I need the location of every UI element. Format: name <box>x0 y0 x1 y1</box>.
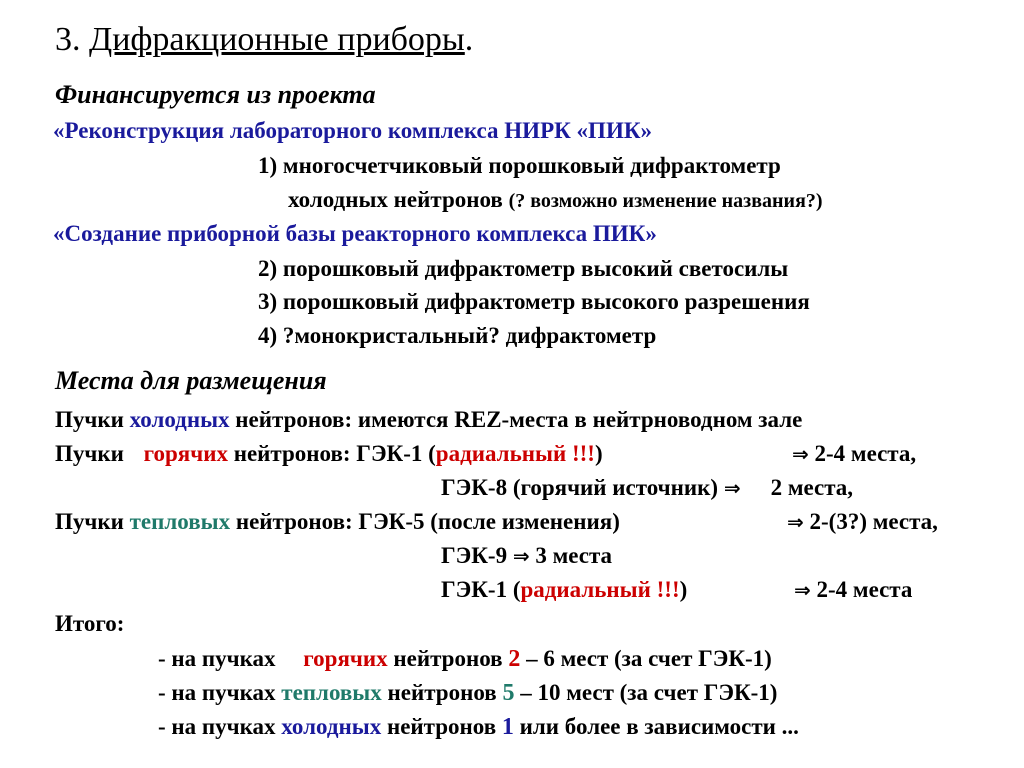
thermal-beams-line2 <box>441 542 612 570</box>
total-row-thermal-pre: - на пучках <box>158 680 282 705</box>
thermal-beams-count <box>787 508 938 536</box>
thermal-beams-line3 <box>441 576 687 604</box>
hot-beams-post: нейтронов: ГЭК-1 ( <box>227 441 436 466</box>
hot-beams-line <box>55 440 603 468</box>
page-title <box>55 20 473 60</box>
implies-icon: ⇒ <box>792 442 809 466</box>
total-row-thermal-post: – 10 мест (за счет ГЭК-1) <box>514 680 778 705</box>
places-heading: Места для размещения <box>55 366 327 395</box>
hot-beams-count <box>792 440 916 468</box>
total-row-cold-kind: холодных <box>281 714 382 739</box>
total-row-hot-pre: - на пучках <box>158 646 282 671</box>
instrument-1-note: (? возможно изменение названия?) <box>508 190 823 212</box>
implies-icon: ⇒ <box>723 476 741 500</box>
hot-beams-count-text: 2-4 места, <box>808 441 917 466</box>
instrument-1-line2 <box>288 186 823 215</box>
total-row-cold-post: или более в зависимости ... <box>513 714 799 739</box>
thermal-beams-kind: тепловых <box>129 509 231 534</box>
total-heading: Итого: <box>55 611 125 636</box>
thermal-beams-gek1-count-text: 2-4 места <box>810 577 913 602</box>
instrument-2: 2) порошковый дифрактометр высокий светосилы <box>258 256 789 281</box>
thermal-beams-gek1-count <box>794 576 912 604</box>
hot-beams-radial: радиальный !!! <box>435 441 595 466</box>
implies-icon: ⇒ <box>512 544 530 568</box>
implies-icon: ⇒ <box>787 510 804 534</box>
thermal-beams-gek9-count: 3 места <box>529 543 613 568</box>
total-row-thermal-kind: тепловых <box>281 680 382 705</box>
total-row-thermal <box>158 679 777 707</box>
cold-beams-post: нейтронов: имеются REZ-места в нейтрноводном зале <box>229 407 803 432</box>
instrument-1-line1: 1) многосчетчиковый порошковый дифрактометр <box>258 153 781 178</box>
cold-beams-kind: холодных <box>129 407 230 432</box>
total-row-cold-pre: - на пучках <box>158 714 282 739</box>
total-row-hot-num: 2 <box>508 646 521 672</box>
thermal-beams-pre: Пучки <box>55 509 130 534</box>
total-row-hot-kind: горячих <box>303 646 388 671</box>
total-row-hot-mid: нейтронов <box>387 646 509 671</box>
thermal-beams-gek9: ГЭК-9 <box>441 543 513 568</box>
title-dot: . <box>464 21 474 58</box>
total-row-thermal-num: 5 <box>502 680 515 706</box>
hot-beams-gek8-count: 2 места, <box>770 475 854 500</box>
cold-beams-line <box>55 406 802 434</box>
instrument-4: 4) ?монокристальный? дифрактометр <box>258 323 657 348</box>
title-number: 3. <box>55 21 89 58</box>
hot-beams-line2 <box>441 474 853 502</box>
thermal-beams-post: нейтронов: ГЭК-5 (после изменения) <box>230 509 620 534</box>
thermal-beams-line <box>55 508 620 536</box>
total-row-cold-num: 1 <box>501 714 514 740</box>
project-reconstruction: «Реконструкция лабораторного комплекса НИРК «ПИК» <box>53 118 653 143</box>
total-row-cold-mid: нейтронов <box>381 714 502 739</box>
hot-beams-pre: Пучки <box>55 441 130 466</box>
total-row-cold <box>158 713 799 741</box>
thermal-beams-gek1-pre: ГЭК-1 ( <box>441 577 521 602</box>
total-row-hot <box>158 645 772 673</box>
total-row-hot-post: – 6 мест (за счет ГЭК-1) <box>520 646 772 671</box>
thermal-beams-gek1-close: ) <box>679 577 688 602</box>
thermal-beams-gek1-radial: радиальный !!! <box>520 577 680 602</box>
hot-beams-close: ) <box>594 441 603 466</box>
instrument-3: 3) порошковый дифрактометр высокого разрешения <box>258 289 810 314</box>
thermal-beams-count-text: 2-(3?) места, <box>803 509 938 534</box>
implies-icon: ⇒ <box>794 578 811 602</box>
project-instrument-base: «Создание приборной базы реакторного комплекса ПИК» <box>53 221 657 246</box>
hot-beams-gek8: ГЭК-8 (горячий источник) <box>441 475 724 500</box>
hot-beams-kind: горячих <box>143 441 228 466</box>
title-text: Дифракционные приборы <box>89 21 465 58</box>
cold-beams-pre: Пучки <box>55 407 130 432</box>
total-row-thermal-mid: нейтронов <box>381 680 503 705</box>
instrument-1-text: холодных нейтронов <box>288 187 509 212</box>
funding-heading: Финансируется из проекта <box>55 80 376 109</box>
